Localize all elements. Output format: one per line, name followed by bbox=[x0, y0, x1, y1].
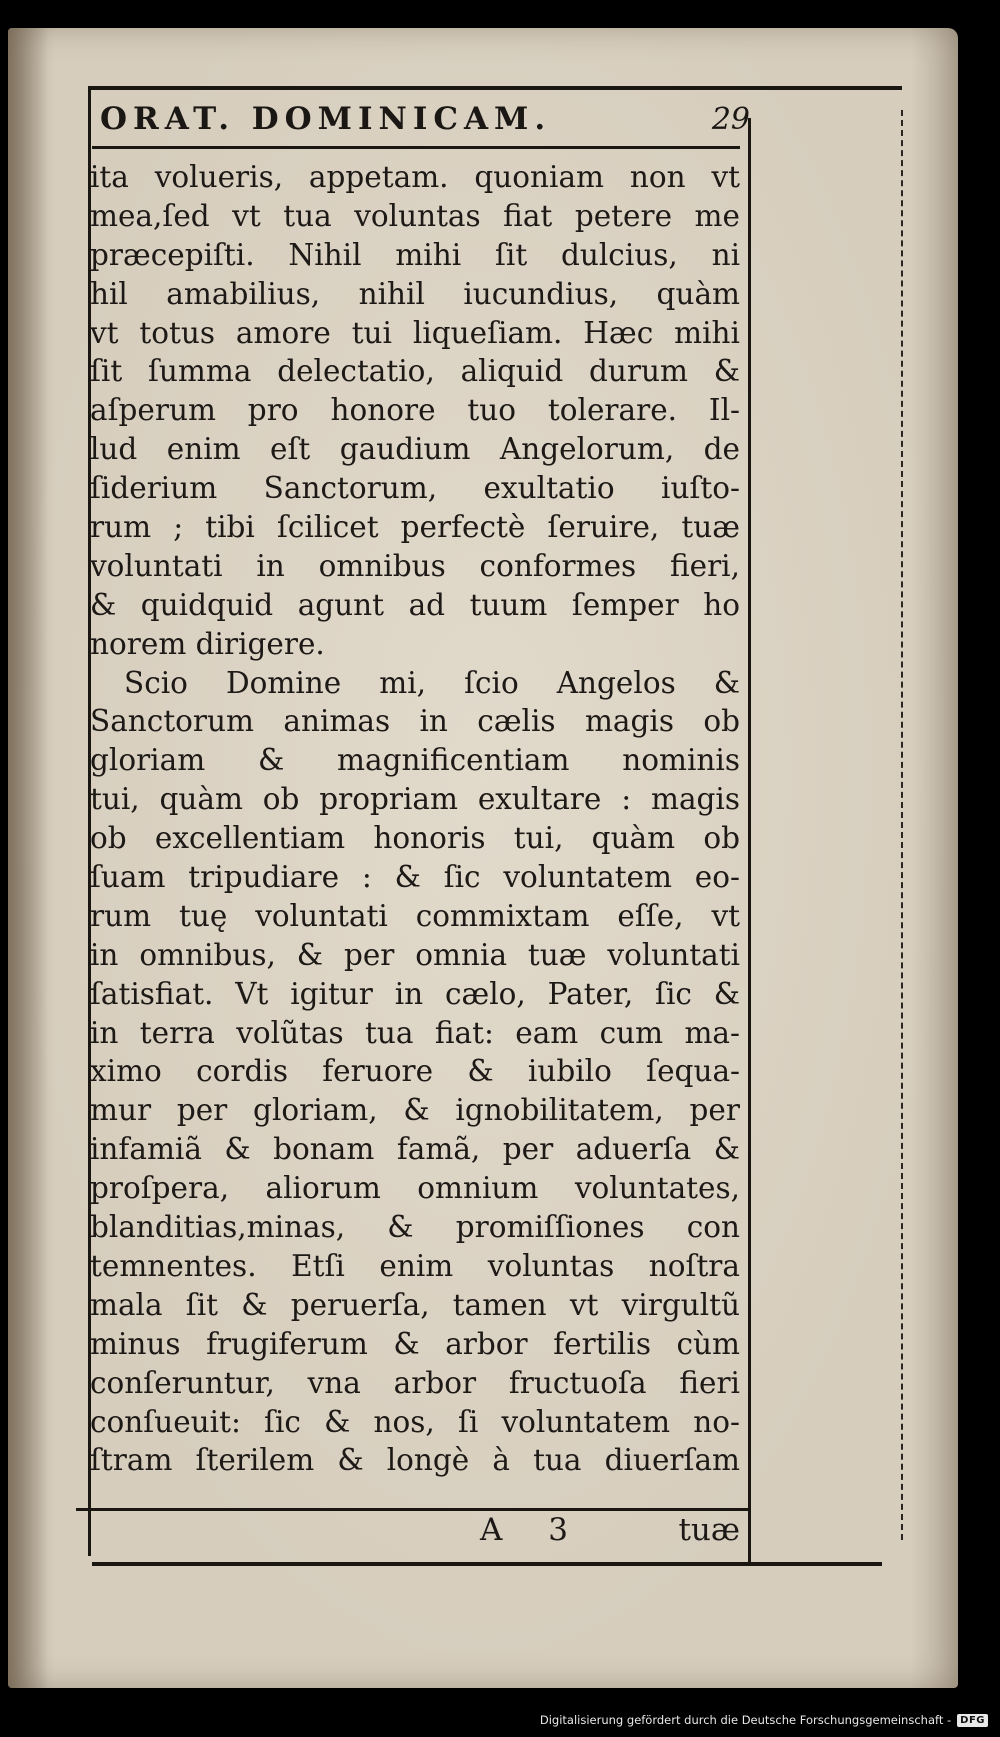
top-border-rule bbox=[90, 86, 902, 90]
text-line: in terra volũtas tua fiat: eam cum ma- bbox=[90, 1015, 740, 1050]
text-line: mea,ſed vt tua voluntas fiat petere me bbox=[90, 198, 740, 233]
text-line: tui, quàm ob propriam exultare : magis bbox=[90, 782, 740, 817]
body-text bbox=[90, 158, 740, 1480]
text-line: ſtram ſterilem & longè à tua diuerſam bbox=[90, 1443, 740, 1478]
text-line: proſpera, aliorum omnium voluntates, bbox=[90, 1171, 740, 1206]
text-line: aſperum pro honore tuo tolerare. Il- bbox=[90, 393, 740, 428]
text-bottom-rule bbox=[76, 1508, 748, 1511]
text-line: minus frugiferum & arbor fertilis cùm bbox=[90, 1326, 740, 1361]
text-line: in omnibus, & per omnia tuæ voluntati bbox=[90, 937, 740, 972]
text-line: & quidquid agunt ad tuum ſemper ho bbox=[90, 587, 740, 622]
bottom-border-rule bbox=[92, 1562, 882, 1566]
page-number: 29 bbox=[711, 101, 750, 137]
running-title: ORAT. DOMINICAM. bbox=[100, 101, 552, 137]
text-line: ob excellentiam honoris tui, quàm ob bbox=[90, 821, 740, 856]
signature-mark: A 3 bbox=[480, 1512, 586, 1548]
text-line: voluntati in omnibus conformes fieri, bbox=[90, 548, 740, 583]
digitization-credit bbox=[540, 1709, 988, 1731]
text-line: norem dirigere. bbox=[90, 626, 325, 661]
header-underline-rule bbox=[92, 146, 740, 149]
text-line: Scio Domine mi, ſcio Angelos & bbox=[124, 665, 740, 700]
text-line: blanditias,minas, & promiſſiones con bbox=[90, 1210, 740, 1245]
text-line: ximo cordis feruore & iubilo ſequa- bbox=[90, 1054, 740, 1089]
credit-text: Digitalisierung gefördert durch die Deutsche Forschungsgemeinschaft - bbox=[539, 1713, 952, 1727]
running-header bbox=[100, 96, 750, 142]
catchword: tuæ bbox=[678, 1512, 740, 1548]
text-line: ita volueris, appetam. quoniam non vt bbox=[90, 160, 740, 194]
outer-right-margin-rule bbox=[901, 110, 903, 1540]
text-line: ſuam tripudiare : & ſic voluntatem eo- bbox=[90, 860, 740, 895]
text-right-frame-rule bbox=[748, 118, 751, 1563]
text-line: infamiã & bonam famã, per aduerſa & bbox=[90, 1132, 740, 1167]
text-line: mala ſit & peruerſa, tamen vt virgultũ bbox=[90, 1287, 740, 1322]
text-line: conſeruntur, vna arbor fructuoſa fieri bbox=[90, 1365, 740, 1400]
text-line: Sanctorum animas in cælis magis ob bbox=[90, 704, 740, 739]
text-line: conſueuit: ſic & nos, ſi voluntatem no- bbox=[90, 1404, 740, 1439]
text-line: ſiderium Sanctorum, exultatio iuſto- bbox=[90, 471, 740, 506]
text-line: lud enim eſt gaudium Angelorum, de bbox=[90, 432, 740, 467]
text-line: mur per gloriam, & ignobilitatem, per bbox=[90, 1093, 740, 1128]
text-line: rum tuę voluntati commixtam eſſe, vt bbox=[90, 898, 740, 933]
text-line: ſatisfiat. Vt igitur in cælo, Pater, ſic & bbox=[90, 976, 740, 1011]
text-line: temnentes. Etſi enim voluntas noſtra bbox=[90, 1248, 740, 1283]
text-line: hil amabilius, nihil iucundius, quàm bbox=[90, 276, 740, 311]
page-gutter-shadow bbox=[8, 28, 48, 1688]
text-line: gloriam & magnificentiam nominis bbox=[90, 743, 740, 778]
dfg-logo: DFG bbox=[957, 1714, 988, 1727]
text-line: vt totus amore tui liqueſiam. Hæc mihi bbox=[90, 315, 740, 350]
text-line: præcepiſti. Nihil mihi ſit dulcius, ni bbox=[90, 237, 740, 272]
text-line: ſit ſumma delectatio, aliquid durum & bbox=[90, 354, 740, 389]
page-footer bbox=[480, 1512, 740, 1556]
text-line: rum ; tibi ſcilicet perfectè ſeruire, tuæ bbox=[90, 510, 740, 545]
